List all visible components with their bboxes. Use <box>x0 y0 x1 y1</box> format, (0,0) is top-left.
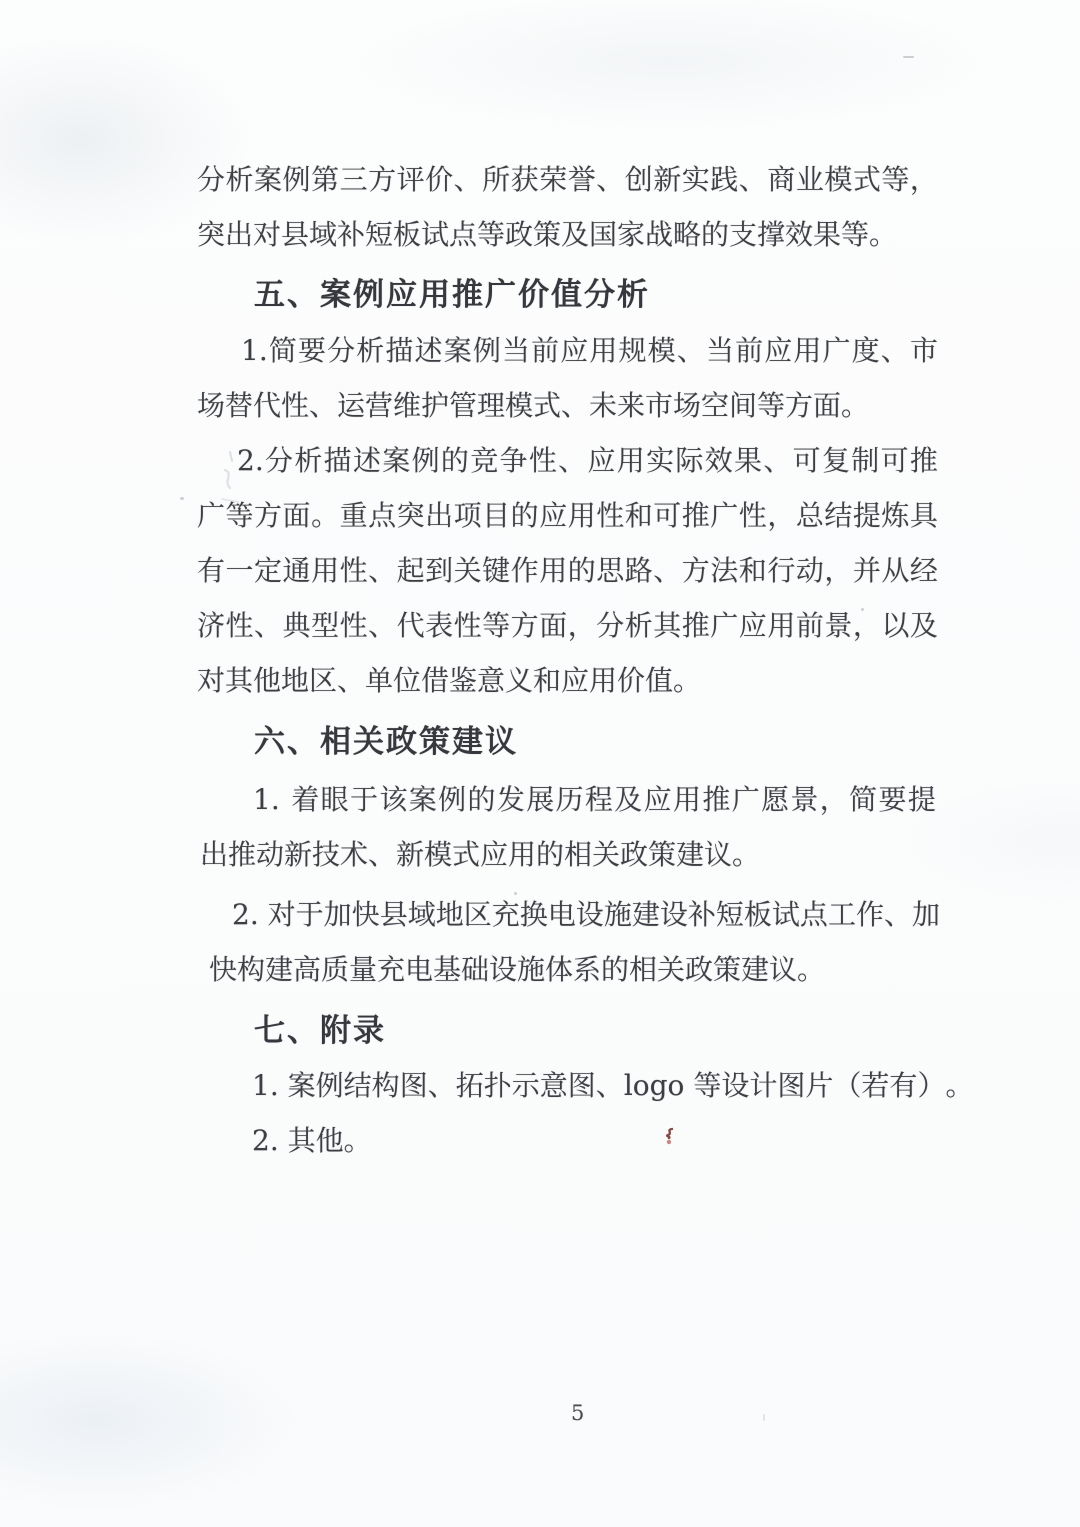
pencil-smudge-mark <box>213 448 247 508</box>
text-line: 突出对县域补短板试点等政策及国家战略的支撑效果等。 <box>197 218 898 251</box>
section-heading: 五、案例应用推广价值分析 <box>254 277 650 313</box>
text-line: 2. 分 析 描 述 案 例 的 竞 争 性 、 应 用 实 际 效 果 、 可 复 制 可 推 <box>237 444 938 477</box>
section-heading: 六、相关政策建议 <box>254 724 518 760</box>
scan-speck <box>861 608 864 611</box>
text-line: 快构建高质量充电基础设施体系的相关政策建议。 <box>209 953 826 986</box>
text-line: 济 性 、 典 型 性 、 代 表 性 等 方 面 ， 分 析 其 推 广 应 用 前 景 ， 以 及 <box>197 609 938 642</box>
red-ink-speck <box>662 1127 676 1148</box>
text-line: 有 一 定 通 用 性 、 起 到 关 键 作 用 的 思 路 、 方 法 和 行 动 ， 并 从 经 <box>197 554 938 587</box>
scan-speck <box>180 497 184 500</box>
text-line: 对其他地区、单位借鉴意义和应用价值。 <box>197 664 702 697</box>
text-line: 1. 案 例 结 构 图 、 拓 扑 示 意 图 、 logo 等 设 计 图 片 （ 若 有 ） 。 <box>252 1069 974 1102</box>
page-number: 5 <box>571 1401 585 1425</box>
text-line: 分 析 案 例 第 三 方 评 价 、 所 获 荣 誉 、 创 新 实 践 、 商 业 模 式 等 ， <box>197 163 938 196</box>
scan-speck <box>903 56 914 58</box>
text-line: 2. 对 于 加 快 县 域 地 区 充 换 电 设 施 建 设 补 短 板 试 点 工 作 、 加 <box>232 898 940 931</box>
text-line: 出推动新技术、新模式应用的相关政策建议。 <box>200 838 761 871</box>
text-line: 2. 其他。 <box>252 1124 372 1157</box>
scan-speck <box>763 1414 765 1421</box>
scan-speck <box>514 892 517 895</box>
text-line: 1. 简 要 分 析 描 述 案 例 当 前 应 用 规 模 、 当 前 应 用 广 度 、 市 <box>241 334 938 367</box>
section-heading: 七、附录 <box>254 1013 386 1049</box>
text-line: 场替代性、运营维护管理模式、未来市场空间等方面。 <box>197 389 870 422</box>
text-line: 广 等 方 面 。 重 点 突 出 项 目 的 应 用 性 和 可 推 广 性 ， 总 结 提 炼 具 <box>197 499 938 532</box>
text-line: 1. 着 眼 于 该 案 例 的 发 展 历 程 及 应 用 推 广 愿 景 ， 简 要 提 <box>253 783 936 816</box>
